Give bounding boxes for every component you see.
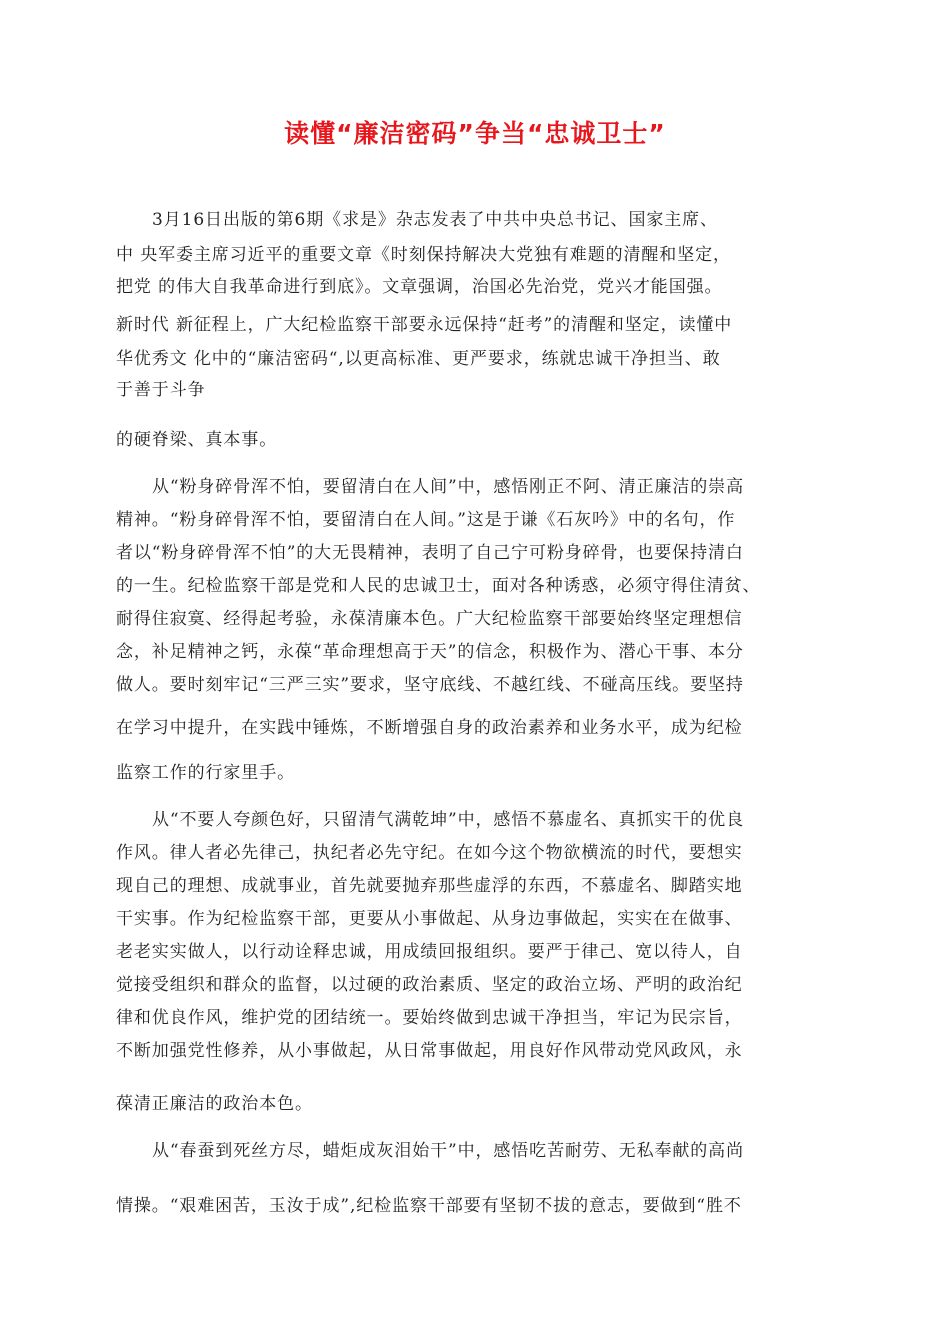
- text-line: 现自己的理想、成就事业，首先就要抛弃那些虚浮的东西，不慕虚名、脚踏实地: [116, 876, 743, 896]
- text-line: 律和优良作风，维护党的团结统一。要始终做到忠诚干净担当，牢记为民宗旨，: [116, 1008, 743, 1028]
- text-line: 精神。“粉身碎骨浑不怕，要留清白在人间。”这是于谦《石灰吟》中的名句，作: [116, 510, 736, 530]
- text-line: 老老实实做人，以行动诠释忠诚，用成绩回报组织。要严于律己、宽以待人，自: [116, 942, 743, 962]
- text-line: 葆清正廉洁的政治本色。: [116, 1094, 313, 1114]
- text-line: 3月16日出版的第6期《求是》杂志发表了中共中央总书记、国家主席、: [152, 210, 718, 230]
- text-line: 作风。律人者必先律己，执纪者必先守纪。在如今这个物欲横流的时代，要想实: [116, 843, 743, 863]
- text-line: 干实事。作为纪检监察干部，更要从小事做起、从身边事做起，实实在在做事、: [116, 909, 743, 929]
- text-line: 于善于斗争: [116, 380, 206, 400]
- text-line: 不断加强党性修养，从小事做起，从日常事做起，用良好作风带动党风政风，永: [116, 1041, 743, 1061]
- text-line: 觉接受组织和群众的监督，以过硬的政治素质、坚定的政治立场、严明的政治纪: [116, 975, 743, 995]
- text-line: 的硬脊梁、真本事。: [116, 430, 278, 450]
- text-line: 在学习中提升，在实践中锤炼，不断增强自身的政治素养和业务水平，成为纪检: [116, 718, 743, 738]
- text-line: 监察工作的行家里手。: [116, 763, 295, 783]
- text-line: 新时代 新征程上，广大纪检监察干部要永远保持“赶考”的清醒和坚定，读懂中: [116, 315, 733, 335]
- text-line: 华优秀文 化中的“廉洁密码“,以更高标准、更严要求，练就忠诚干净担当、敢: [116, 349, 721, 369]
- document-title: 读懂“廉洁密码”争当“忠诚卫士”: [284, 119, 666, 148]
- text-line: 从“粉身碎骨浑不怕，要留清白在人间”中，感悟刚正不阿、清正廉洁的崇高: [152, 477, 744, 497]
- text-line: 耐得住寂寞、经得起考验，永葆清廉本色。广大纪检监察干部要始终坚定理想信: [116, 609, 743, 629]
- text-line: 做人。要时刻牢记“三严三实”要求，坚守底线、不越红线、不碰高压线。要坚持: [116, 675, 744, 695]
- text-line: 中 央军委主席习近平的重要文章《时刻保持解决大党独有难题的清醒和坚定，: [116, 245, 731, 265]
- text-line: 念，补足精神之钙，永葆“革命理想高于天”的信念，积极作为、潜心干事、本分: [116, 642, 744, 662]
- text-line: 者以“粉身碎骨浑不怕”的大无畏精神，表明了自己宁可粉身碎骨，也要保持清白: [116, 543, 744, 563]
- text-line: 从“春蚕到死丝方尽，蜡炬成灰泪始干”中，感悟吃苦耐劳、无私奉献的高尚: [152, 1141, 744, 1161]
- text-line: 情操。“艰难困苦，玉汝于成”,纪检监察干部要有坚韧不拔的意志，要做到“胜不: [116, 1196, 742, 1216]
- text-line: 的一生。纪检监察干部是党和人民的忠诚卫士，面对各种诱惑，必须守得住清贫、: [116, 576, 761, 596]
- text-line: 从“不要人夸颜色好，只留清气满乾坤”中，感悟不慕虚名、真抓实干的优良: [152, 810, 744, 830]
- text-line: 把党 的伟大自我革命进行到底》。文章强调，治国必先治党，党兴才能国强。: [116, 277, 723, 297]
